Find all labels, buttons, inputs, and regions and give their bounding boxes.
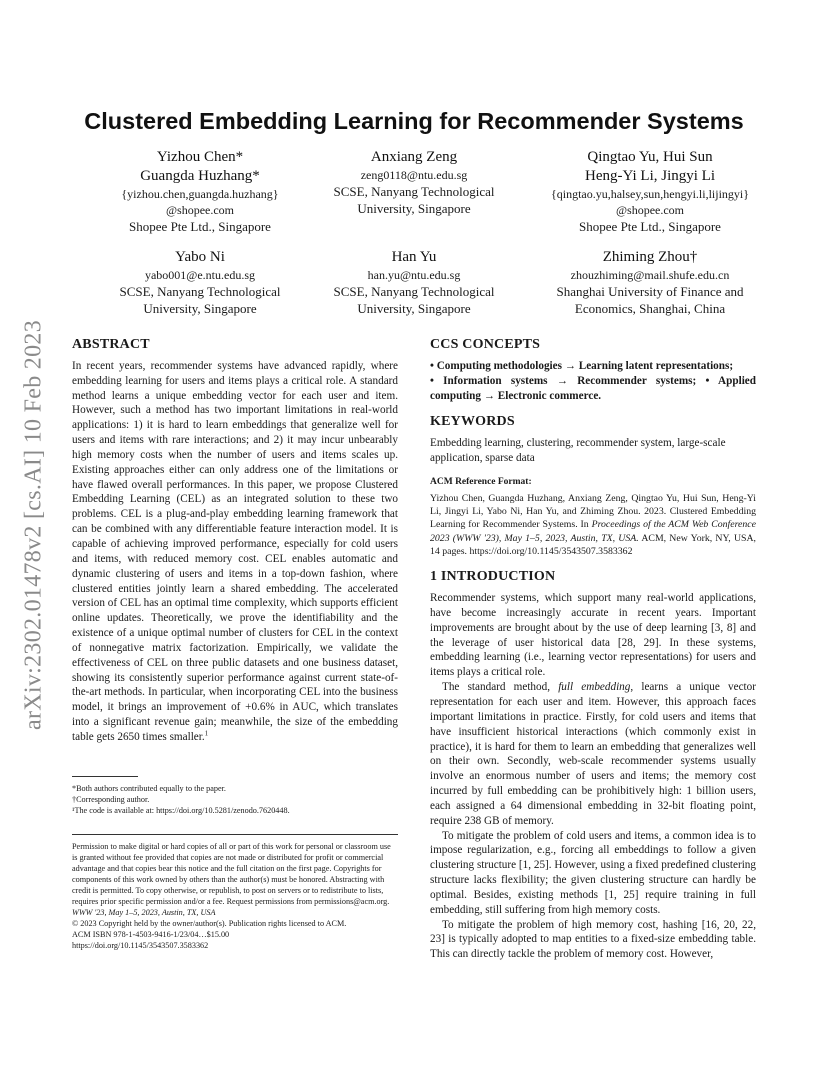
doi: https://doi.org/10.1145/3543507.3583362 xyxy=(72,941,209,950)
left-column xyxy=(72,338,398,745)
intro-paragraph-1: Recommender systems, which support many real-world applications, have become increasingly accurate in recent years. Important improvements are brought about by the use of deep learning [3, 8] and the leverage of user historical data [28, 29]. In these systems, embedding learning (i.e., learning vector representations) for users and items plays a critical role. xyxy=(430,592,756,679)
footnote-marker: 1 xyxy=(204,729,209,738)
author-affiliation: University, Singapore xyxy=(143,301,257,316)
author-name: Heng-Yi Li, Jingyi Li xyxy=(585,168,715,184)
keywords-text: Embedding learning, clustering, recommender system, large-scale application, sparse data xyxy=(430,437,726,465)
intro-paragraph-2 xyxy=(430,680,756,828)
author-email: {qingtao.yu,halsey,sun,hengyi.li,lijingyi} xyxy=(550,187,750,201)
author-block-3 xyxy=(500,148,800,235)
author-name: Qingtao Yu, Hui Sun xyxy=(587,149,713,165)
introduction-heading: 1 INTRODUCTION xyxy=(430,569,556,585)
author-affiliation: Economics, Shanghai, China xyxy=(574,301,726,316)
intro-p2-end: , learns a unique vector representation for each user and item. However, this approach faces important limitations in practice. Firstly, for cold users and items that have insufficient historical interactions (which commonly exist in practice), it is hard for them to learn an embedding that generalizes well on their own. Secondly, web-scale recommender systems usually involve an enormous number of users and items; the memory cost incurred by full embedding can be prohibitively high: 1 billion users, each assigned a 64 dimensional embedding in 32-bit floating point, require 238 GB of memory. xyxy=(430,681,756,827)
author-name: Yizhou Chen* xyxy=(156,149,244,165)
author-affiliation: SCSE, Nanyang Technological xyxy=(333,284,495,299)
arxiv-identifier-text: arXiv:2302.01478v2 [cs.AI] 10 Feb 2023 xyxy=(20,319,47,731)
permission-divider xyxy=(72,834,398,835)
author-email: {yizhou.chen,guangda.huzhang} xyxy=(121,187,279,201)
author-affiliation: Shopee Pte Ltd., Singapore xyxy=(129,219,271,234)
intro-paragraph-4: To mitigate the problem of high memory cost, hashing [16, 20, 22, 23] is typically adopted to map entities to a fixed-size embedding table. This can directly tackle the problem of memory cost. However, xyxy=(430,918,756,961)
intro-paragraph-3: To mitigate the problem of cold users and items, a common idea is to impose regularization, e.g., forcing all embeddings to follow a given clustering structure [1, 25]. However, using a fixed predefined clustering structure lacks flexibility; the given clustering structure can hardly be optimal. Besides, existing methods [1, 25] require training in full embedding, still suffering from high memory costs. xyxy=(430,829,756,916)
copyright-notice: © 2023 Copyright held by the owner/author(s). Publication rights licensed to ACM. xyxy=(72,919,347,928)
reference-format-heading: ACM Reference Format: xyxy=(430,476,532,487)
author-email: zhouzhiming@mail.shufe.edu.cn xyxy=(570,268,730,282)
reference-tail: ACM, New York, NY, USA, 14 pages. https://doi.org/10.1145/3543507.3583362 xyxy=(430,532,756,557)
paper-title: Clustered Embedding Learning for Recommender Systems xyxy=(84,108,744,134)
isbn: ACM ISBN 978-1-4503-9416-1/23/04…$15.00 xyxy=(72,930,230,939)
author-affiliation: SCSE, Nanyang Technological xyxy=(119,284,281,299)
author-name: Han Yu xyxy=(391,249,437,265)
author-email: @shopee.com xyxy=(615,203,685,217)
author-name: Guangda Huzhang* xyxy=(140,168,260,184)
author-name: Zhiming Zhou† xyxy=(602,249,698,265)
reference-format-text xyxy=(430,492,756,558)
reference-authors: Yizhou Chen, Guangda Huzhang, Anxiang Zeng, Qingtao Yu, Hui Sun, Heng-Yi Li, Jingyi Li, Yabo Ni, Han Yu, and Zhiming Zhou. 2023. Clustered Embedding Learning for Recommender Systems. In xyxy=(430,492,756,531)
abstract-body: In recent years, recommender systems have advanced rapidly, where embedding learning for users and items plays a critical role. A standard method learns a unique embedding vector for each user and item. However, such a method has two important limitations in real-world applications: 1) it is hard to learn embeddings that generalize well for users and items with rare interactions; and 2) it may incur unbearably high memory costs when the number of users and items scales up. Existing approaches either can only address one of the limitations or have flawed overall performances. In this paper, we propose Clustered Embedding Learning (CEL) as an integrated solution to these two problems. CEL is a plug-and-play embedding learning framework that can be combined with any differentiable feature interaction model. It is capable of achieving improved performance, especially for cold users and items, with reduced memory cost. CEL enables automatic and dynamic clustering of users and items in a top-down fashion, where clustered entities jointly learn a shared embedding. The accelerated version of CEL has an optimal time complexity, which supports efficient online updates. Theoretically, we prove the identifiability and the existence of a unique optimal number of clusters for CEL in the context of nonnegative matrix factorization. Empirically, we validate the effectiveness of CEL on three public datasets and one business dataset, showing its consistently superior performance against current state-of-the-art methods. In particular, when incorporating CEL into the business model, it brings an improvement of +0.6% in AUC, which translates into a significant revenue gain; meanwhile, the size of the embedding table gets 2650 times smaller. xyxy=(72,359,398,743)
footnote-divider xyxy=(72,776,138,777)
arxiv-side-identifier xyxy=(14,290,54,760)
keywords-heading: KEYWORDS xyxy=(430,414,515,430)
author-affiliation: University, Singapore xyxy=(357,201,471,216)
footnotes xyxy=(72,776,398,816)
conference-venue: WWW '23, May 1–5, 2023, Austin, TX, USA xyxy=(72,908,216,917)
author-block-6 xyxy=(500,248,800,317)
intro-p2-start: The standard method, xyxy=(442,681,559,694)
author-affiliation: Shopee Pte Ltd., Singapore xyxy=(579,219,721,234)
author-email: zeng0118@ntu.edu.sg xyxy=(360,168,468,182)
ccs-concept-1: • Computing methodologies → Learning latent representations; xyxy=(430,359,734,372)
author-name: Anxiang Zeng xyxy=(370,149,458,165)
permission-block xyxy=(72,834,398,951)
ccs-heading: CCS CONCEPTS xyxy=(430,337,541,352)
author-affiliation: University, Singapore xyxy=(357,301,471,316)
abstract-heading: ABSTRACT xyxy=(72,337,150,352)
intro-p2-emphasis: full embedding xyxy=(558,681,631,694)
author-email: @shopee.com xyxy=(165,203,235,217)
author-name: Yabo Ni xyxy=(175,249,225,265)
footnote-code-link: ¹The code is available at: https://doi.org/10.5281/zenodo.7620448. xyxy=(72,806,290,815)
author-email: han.yu@ntu.edu.sg xyxy=(367,268,461,282)
permission-text: Permission to make digital or hard copies of all or part of this work for personal or classroom use is granted without fee provided that copies are not made or distributed for profit or commercial advantage and that copies bear this notice and the full citation on the first page. Copyrights for components of this work owned by others than the author(s) must be honored. Abstracting with credit is permitted. To copy otherwise, or republish, to post on servers or to redistribute to lists, requires prior specific permission and/or a fee. Request permissions from permissions@acm.org. xyxy=(72,842,391,906)
abstract-text xyxy=(72,359,398,745)
reference-venue: Proceedings of the ACM Web Conference 2023 (WWW '23), May 1–5, 2023, Austin, TX, USA. xyxy=(430,519,756,544)
footnote-corresponding-author: †Corresponding author. xyxy=(72,795,150,804)
right-column xyxy=(430,338,756,962)
ccs-concept-2: • Information systems → Recommender systems; • Applied computing → Electronic commerce. xyxy=(430,374,756,402)
footnote-equal-contribution: *Both authors contributed equally to the paper. xyxy=(72,784,226,793)
author-affiliation: Shanghai University of Finance and xyxy=(556,284,744,299)
author-affiliation: SCSE, Nanyang Technological xyxy=(333,184,495,199)
author-email: yabo001@e.ntu.edu.sg xyxy=(144,268,256,282)
